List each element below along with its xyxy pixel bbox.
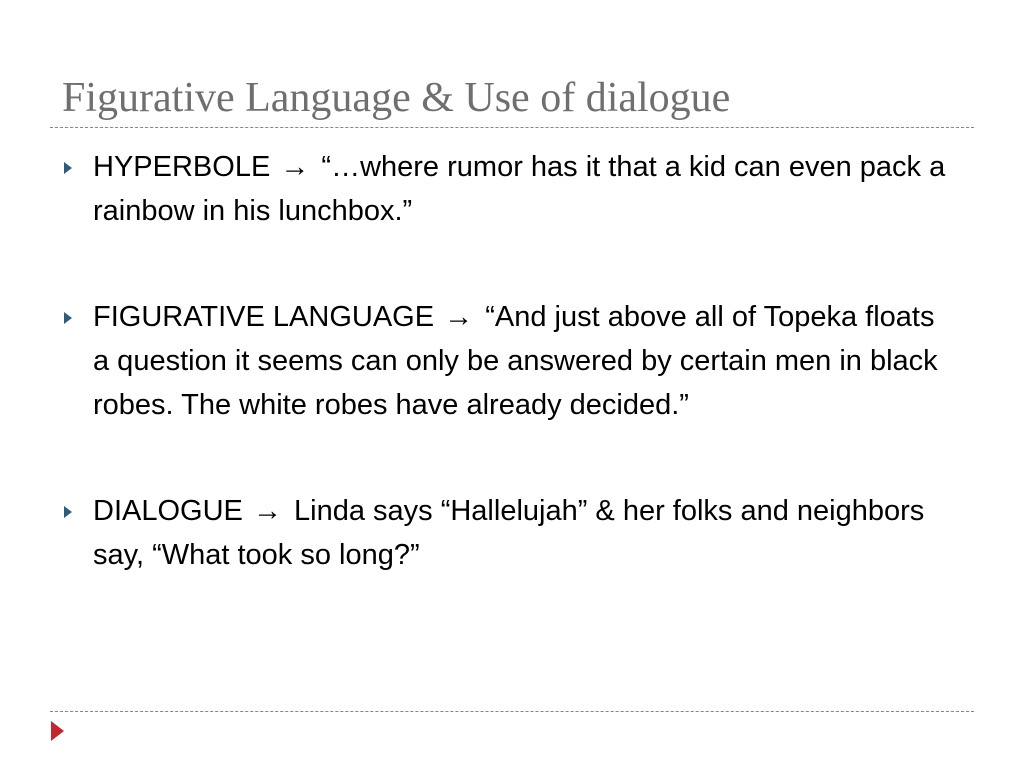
bullet-triangle-icon — [64, 162, 72, 174]
bullet-dialogue — [62, 489, 952, 577]
title-divider — [50, 127, 974, 128]
red-triangle-icon — [51, 721, 64, 741]
bullet-figurative-language — [62, 295, 952, 427]
slide-title: Figurative Language & Use of dialogue — [62, 75, 731, 121]
bullet-text: “And just above all of Topeka floats a question it seems can only be answered by certain men in black robes. The white robes have already decided.” — [93, 301, 938, 421]
bullet-text: Linda says “Hallelujah” & her folks and neighbors say, “What took so long?” — [93, 495, 925, 571]
bullet-triangle-icon — [64, 312, 72, 324]
arrow-right-icon: → — [252, 495, 282, 527]
bullet-hyperbole — [62, 145, 952, 233]
arrow-right-icon: → — [280, 151, 310, 183]
footer-divider — [50, 711, 974, 712]
bullet-term: HYPERBOLE — [93, 151, 271, 183]
bullet-term: DIALOGUE — [93, 495, 243, 527]
bullet-text: “…where rumor has it that a kid can even pack a rainbow in his lunchbox.” — [93, 151, 946, 227]
bullet-term: FIGURATIVE LANGUAGE — [93, 301, 435, 333]
bullet-triangle-icon — [64, 506, 72, 518]
bullet-list — [62, 145, 952, 577]
arrow-right-icon: → — [444, 301, 474, 333]
